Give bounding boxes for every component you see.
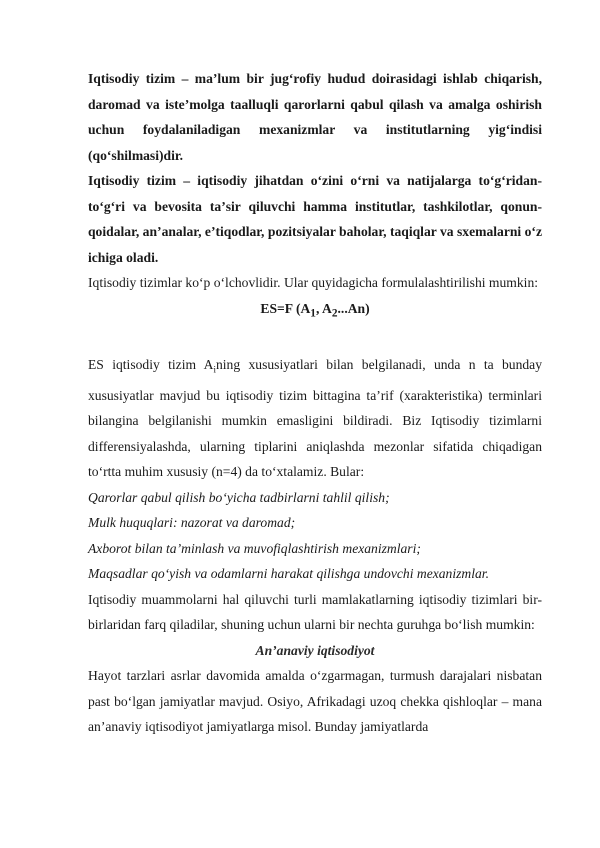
criteria-item-text: Qarorlar qabul qilish boʻyicha tadbirlarni tahlil qilish; <box>88 489 390 505</box>
problems-text: Iqtisodiy muammolarni hal qiluvchi turli mamlakatlarning iqtisodiy tizimlari bir-birlaridan farq qiladilar, shuning uchun ularni bir nechta guruhga boʻlish mumkin: <box>88 591 542 633</box>
traditional-paragraph <box>88 663 542 740</box>
criteria-item-text: Mulk huquqlari: nazorat va daromad; <box>88 515 296 531</box>
criteria-item-4 <box>88 561 542 587</box>
definition-paragraph-1 <box>88 66 542 168</box>
criteria-item-text: Axborot bilan taʼminlash va muvofiqlashtirish mexanizmlari; <box>88 540 421 556</box>
criteria-item-1 <box>88 485 542 511</box>
formula-suffix: ...An) <box>337 300 370 316</box>
formula-mid: , A <box>315 300 332 316</box>
criteria-item-3 <box>88 536 542 562</box>
criteria-item-2 <box>88 510 542 536</box>
es-rest-text: ning xususiyatlari bilan belgilanadi, unda n ta bunday xususiyatlar mavjud bu iqtisodiy tizim bittagina taʼrif (xarakteristika) terminlari bilangina belgilanishi mumkin emasligini bildiradi. Biz Iqtisodiy tizimlarni differensiyalashda, ularning tiplarini aniqlashda mezonlar sifatida chiqadigan toʻrtta muhim xususiy (n=4) da toʻxtalamiz. Bular: <box>88 356 542 480</box>
formula-prefix: ES=F (A <box>260 300 311 316</box>
multidimensional-text: Iqtisodiy tizimlar koʻp oʻlchovlidir. Ular quyidagicha formulalashtirilishi mumkin: <box>88 275 539 290</box>
es-paragraph <box>88 352 542 485</box>
formula-sub-2: 2 <box>331 307 338 320</box>
section-heading: Anʼanaviy iqtisodiyot <box>255 642 375 658</box>
definition-paragraph-2 <box>88 168 542 270</box>
definition-1-text: Iqtisodiy tizim – maʼlum bir jugʻrofiy hudud doirasidagi ishlab chiqarish, daromad va isteʼmolga taalluqli qarorlarni qabul qilash va amalga oshirish uchun foydalaniladigan mexanizmlar va institutlarning yigʻindisi (qoʻshilmasi)dir. <box>88 71 542 163</box>
formula <box>88 296 542 327</box>
traditional-text: Hayot tarzlari asrlar davomida amalda oʻzgarmagan, turmush darajalari nisbatan past boʻlgan jamiyatlar mavjud. Osiyo, Afrikadagi uzoq chekka qishloqlar – mana anʼanaviy iqtisodiyot jamiyatlarga misol. Bunday jamiyatlarda <box>88 668 542 735</box>
es-subscript: i <box>213 364 216 375</box>
definition-2-text: Iqtisodiy tizim – iqtisodiy jihatdan oʻzini oʻrni va natijalarga toʻgʻridan-toʻgʻri va bevosita taʼsir qiluvchi hamma institutlar, tashkilotlar, qonun-qoidalar, anʼanalar, eʼtiqodlar, pozitsiyalar baholar, taqiqlar va sxemalarni oʻz ichiga oladi. <box>88 173 542 265</box>
formula-sub-1: 1 <box>310 307 316 320</box>
multidimensional-paragraph <box>88 270 542 296</box>
criteria-item-text: Maqsadlar qoʻyish va odamlarni harakat qilishga undovchi mexanizmlar. <box>88 566 489 582</box>
es-text: ES iqtisodiy tizim A <box>88 356 214 372</box>
problems-paragraph <box>88 587 542 638</box>
